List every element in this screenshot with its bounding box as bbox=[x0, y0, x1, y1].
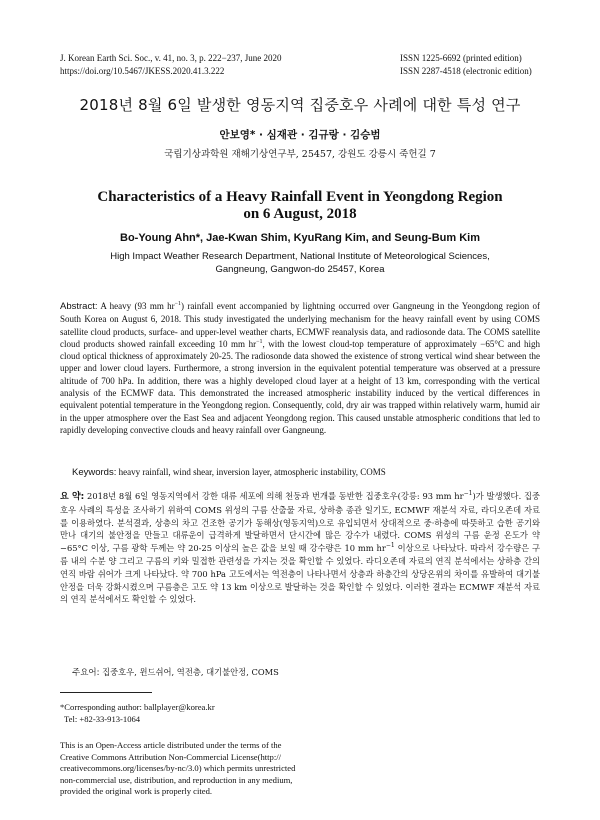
ko-abstract-text-1: 2018년 8월 6일 영동지역에서 강한 대류 세포에 의해 천둥과 번개를 동반한 집중호우(강릉: 93 mm hr bbox=[84, 491, 464, 501]
license-line: This is an Open-Access article distributed under the terms of the bbox=[60, 740, 282, 750]
ko-abstract-label: 요 약: bbox=[60, 492, 85, 502]
corresponding-email[interactable]: *Corresponding author: ballplayer@korea.kr bbox=[60, 702, 215, 712]
license-notice bbox=[60, 740, 330, 798]
korean-keywords bbox=[72, 666, 542, 678]
korean-affiliation: 국립기상과학원 재해기상연구부, 25457, 강원도 강릉시 죽헌길 7 bbox=[164, 149, 436, 160]
english-affiliation-line2: Gangneung, Gangwon-do 25457, Korea bbox=[215, 264, 385, 275]
korean-authors: 안보영* · 심재관 · 김규랑 · 김승범 bbox=[219, 129, 381, 141]
english-title-line2: on 6 August, 2018 bbox=[243, 206, 357, 222]
keywords-text: heavy rainfall, wind shear, inversion layer, atmospheric instability, COMS bbox=[116, 467, 386, 477]
license-line: Creative Commons Attribution Non-Commercial License(http:// bbox=[60, 751, 282, 762]
ko-abstract-text-2: )가 발생했다. 집중호우 사례의 특성을 조사하기 위하여 COMS 위성의 구름 산출물 자료, 상하층 종관 일기도, ECMWF 재분석 자료, 라디오존데 자료를 이용하였다. 분석결과, 상층의 차고 건조한 공기가 동해상(영동지역)으로 유입되면서 상대적으로 중·하층에 따뜻하고 습한 공기와 만나 대기의 불안정을 만들고 대류운이 급격하게 발달하면서 단시간에 많은 강수가 내렸다. COMS 위성의 구름 운정 온도가 약 −65°C 이상, 구름 광학 두께는 약 20-25 이상의 높은 값을 보일 때 강수량은 10 mm hr bbox=[60, 491, 541, 554]
abstract-text-3: , with the lowest cloud-top temperature of approximately −65°C and high cloud optical thickness of approximately 20-25. The radiosonde data showed the existence of strong vertical wind shear between the upper and lower cloud layers. Furthermore, a strong inversion in the equivalent potential temperature was observed at a pressure altitude of 700 hPa. In addition, there was a highly developed cloud layer at a height of 13 km, corresponding with the vertical analysis of the ECMWF data. This demonstrated the increased atmospheric instability induced by the vertical differences in equivalent potential temperature in the Yeongdong region. Consequently, cold, dry air was trapped within relatively warm, humid air in the upper atmosphere over the East Sea and adjacent Yeongdong region. This caused unstable atmospheric conditions that led to rapidly developing convective clouds and heavy rainfall over Gangneung. bbox=[60, 338, 540, 435]
ko-abstract-sup-1: −1 bbox=[463, 490, 473, 498]
abstract-sup-1: −1 bbox=[174, 301, 182, 307]
english-keywords bbox=[72, 467, 542, 478]
english-authors: Bo-Young Ahn*, Jae-Kwan Shim, KyuRang Kim, and Seung-Bum Kim bbox=[120, 232, 480, 244]
footnote-divider bbox=[60, 692, 152, 693]
license-line[interactable]: creativecommons.org/licenses/by-nc/3.0) which permits unrestricted bbox=[60, 763, 296, 774]
korean-abstract bbox=[60, 490, 540, 606]
english-affiliation-line1: High Impact Weather Research Department, National Institute of Meteorological Sciences, bbox=[110, 251, 490, 262]
ko-abstract-sup-2: −1 bbox=[385, 542, 395, 550]
doi-link[interactable]: https://doi.org/10.5467/JKESS.2020.41.3.222 bbox=[60, 66, 225, 76]
journal-header bbox=[60, 52, 281, 78]
keywords-label: Keywords: bbox=[72, 467, 117, 478]
issn-header bbox=[400, 52, 532, 78]
license-line: provided the original work is properly cited. bbox=[60, 786, 213, 797]
abstract-label: Abstract: bbox=[60, 301, 98, 312]
abstract-text-2: ) rainfall event accompanied by lightning occurred over Gangneung in the Yeongdong region of South Korea on August 6, 2018. This study investigated the underlying mechanism for the heavy rainfall event by using COMS satellite cloud products, surface- and upper-level weather charts, ECMWF reanalysis data, and radiosonde data. The COMS satellite cloud products showed rainfall exceeding 10 mm hr bbox=[60, 301, 540, 349]
korean-title: 2018년 8월 6일 발생한 영동지역 집중호우 사례에 대한 특성 연구 bbox=[79, 96, 521, 114]
ko-keywords-text: 집중호우, 윈드쉬어, 역전층, 대기불안정, COMS bbox=[99, 667, 279, 677]
ko-keywords-label: 주요어: bbox=[72, 668, 100, 678]
ko-abstract-text-3: 이상으로 나타났다. 따라서 강수량은 구름 내의 수분 양 그리고 구름의 키와 밀접한 관련성을 가지는 것을 확인할 수 있었다. 라디오존데 자료의 연직 분석에서는 상하층 간의 연직 바람 쉬어가 크게 나타났다. 약 700 hPa 고도에서는 역전층이 나타나면서 상층과 하층간의 상당온위의 차이를 유발하여 대기불안정을 더욱 강화시켰으며 구름층은 고도 약 13 km 이상으로 발달하는 것을 확인할 수 있었다. 이러한 결과는 ECMWF 재분석 자료의 연직 분석에서도 확인할 수 있었다. bbox=[60, 543, 540, 605]
issn-print: ISSN 1225-6692 (printed edition) bbox=[400, 53, 522, 63]
english-abstract bbox=[60, 300, 540, 436]
journal-citation: J. Korean Earth Sci. Soc., v. 41, no. 3, p. 222−237, June 2020 bbox=[60, 53, 282, 63]
english-affiliation bbox=[60, 250, 540, 276]
issn-electronic: ISSN 2287-4518 (electronic edition) bbox=[400, 66, 532, 76]
corresponding-tel: Tel: +82-33-913-1064 bbox=[64, 713, 141, 724]
corresponding-footnote bbox=[60, 702, 320, 725]
license-line: non-commercial use, distribution, and reproduction in any medium, bbox=[60, 774, 293, 785]
english-title bbox=[0, 189, 600, 223]
english-title-line1: Characteristics of a Heavy Rainfall Event in Yeongdong Region bbox=[97, 189, 503, 205]
abstract-text-1: A heavy (93 mm hr bbox=[97, 301, 175, 311]
abstract-sup-2: −1 bbox=[256, 338, 263, 345]
